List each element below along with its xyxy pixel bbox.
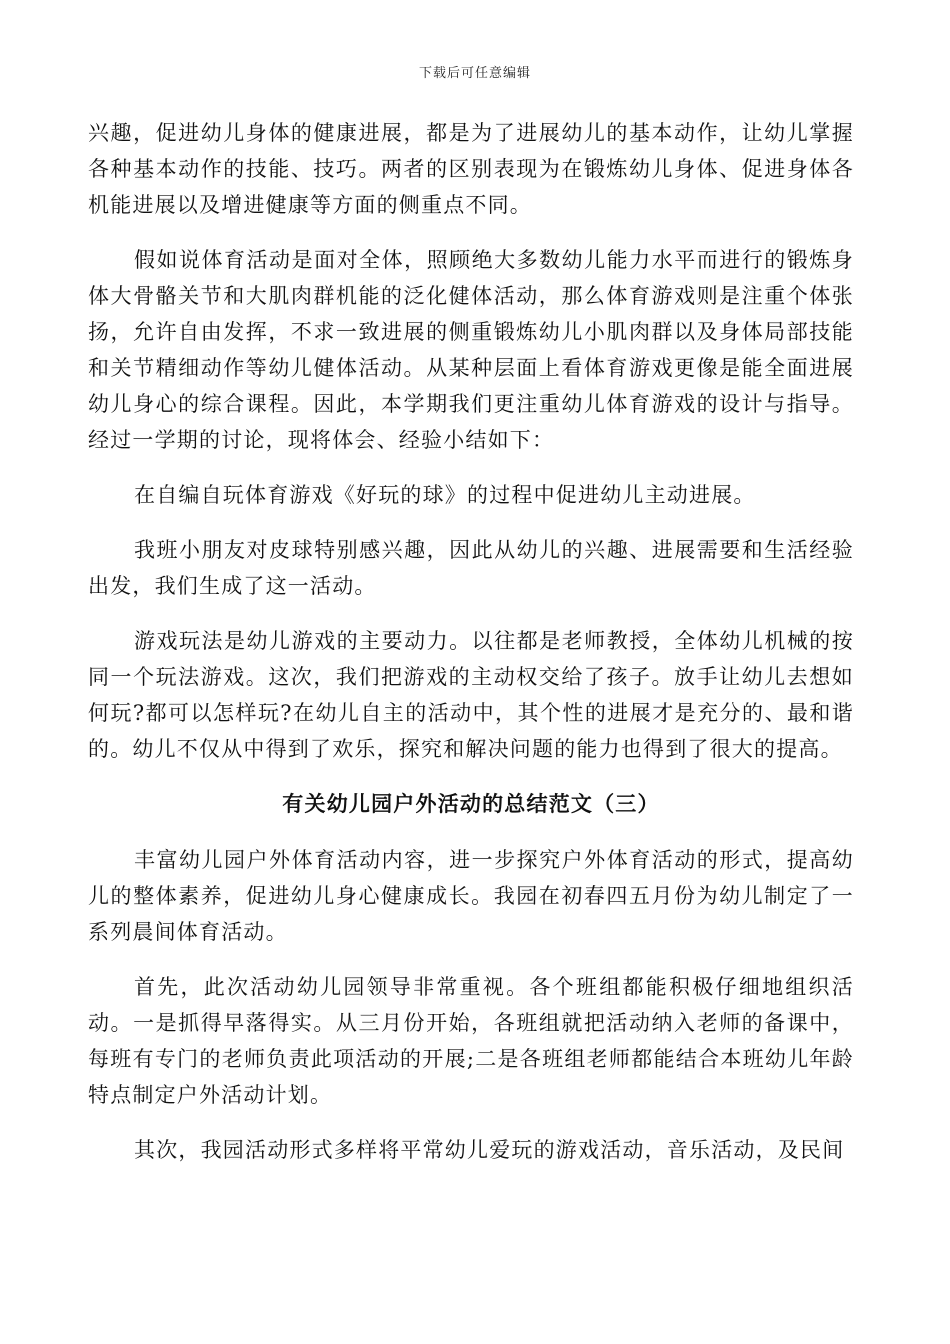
paragraph-continued: 兴趣，促进幼儿身体的健康进展，都是为了进展幼儿的基本动作，让幼儿掌握各种基本动作的技能、技巧。两者的区别表现为在锻炼幼儿身体、促进身体各机能进展以及增进健康等方面的侧重点不同。 [88, 121, 854, 217]
paragraph: 游戏玩法是幼儿游戏的主要动力。以往都是老师教授，全体幼儿机械的按同一个玩法游戏。这次，我们把游戏的主动权交给了孩子。放手让幼儿去想如何玩?都可以怎样玩?在幼儿自主的活动中，其个性的进展才是充分的、最和谐的。幼儿不仅从中得到了欢乐，探究和解决问题的能力也得到了很大的提高。 [88, 629, 854, 761]
paragraph: 我班小朋友对皮球特别感兴趣，因此从幼儿的兴趣、进展需要和生活经验出发，我们生成了这一活动。 [88, 538, 854, 598]
section-heading: 有关幼儿园户外活动的总结范文（三） [282, 791, 660, 816]
page-header: 下载后可任意编辑 [418, 66, 531, 81]
section-paragraph: 丰富幼儿园户外体育活动内容，进一步探究户外体育活动的形式，提高幼儿的整体素养，促进幼儿身心健康成长。我园在初春四五月份为幼儿制定了一系列晨间体育活动。 [88, 848, 854, 944]
section-paragraph: 其次，我园活动形式多样将平常幼儿爱玩的游戏活动，音乐活动，及民间 [134, 1138, 845, 1162]
section-paragraph: 首先，此次活动幼儿园领导非常重视。各个班组都能积极仔细地组织活动。一是抓得早落得实。从三月份开始，各班组就把活动纳入老师的备课中，每班有专门的老师负责此项活动的开展;二是各班组老师都能结合本班幼儿年龄特点制定户外活动计划。 [88, 975, 854, 1107]
document-body [88, 115, 854, 1187]
paragraph: 在自编自玩体育游戏《好玩的球》的过程中促进幼儿主动进展。 [134, 483, 756, 507]
paragraph: 假如说体育活动是面对全体，照顾绝大多数幼儿能力水平而进行的锻炼身体大骨骼关节和大肌肉群机能的泛化健体活动，那么体育游戏则是注重个体张扬，允许自由发挥，不求一致进展的侧重锻炼幼儿小肌肉群以及身体局部技能和关节精细动作等幼儿健体活动。从某种层面上看体育游戏更像是能全面进展幼儿身心的综合课程。因此，本学期我们更注重幼儿体育游戏的设计与指导。经过一学期的讨论，现将体会、经验小结如下： [88, 248, 854, 452]
